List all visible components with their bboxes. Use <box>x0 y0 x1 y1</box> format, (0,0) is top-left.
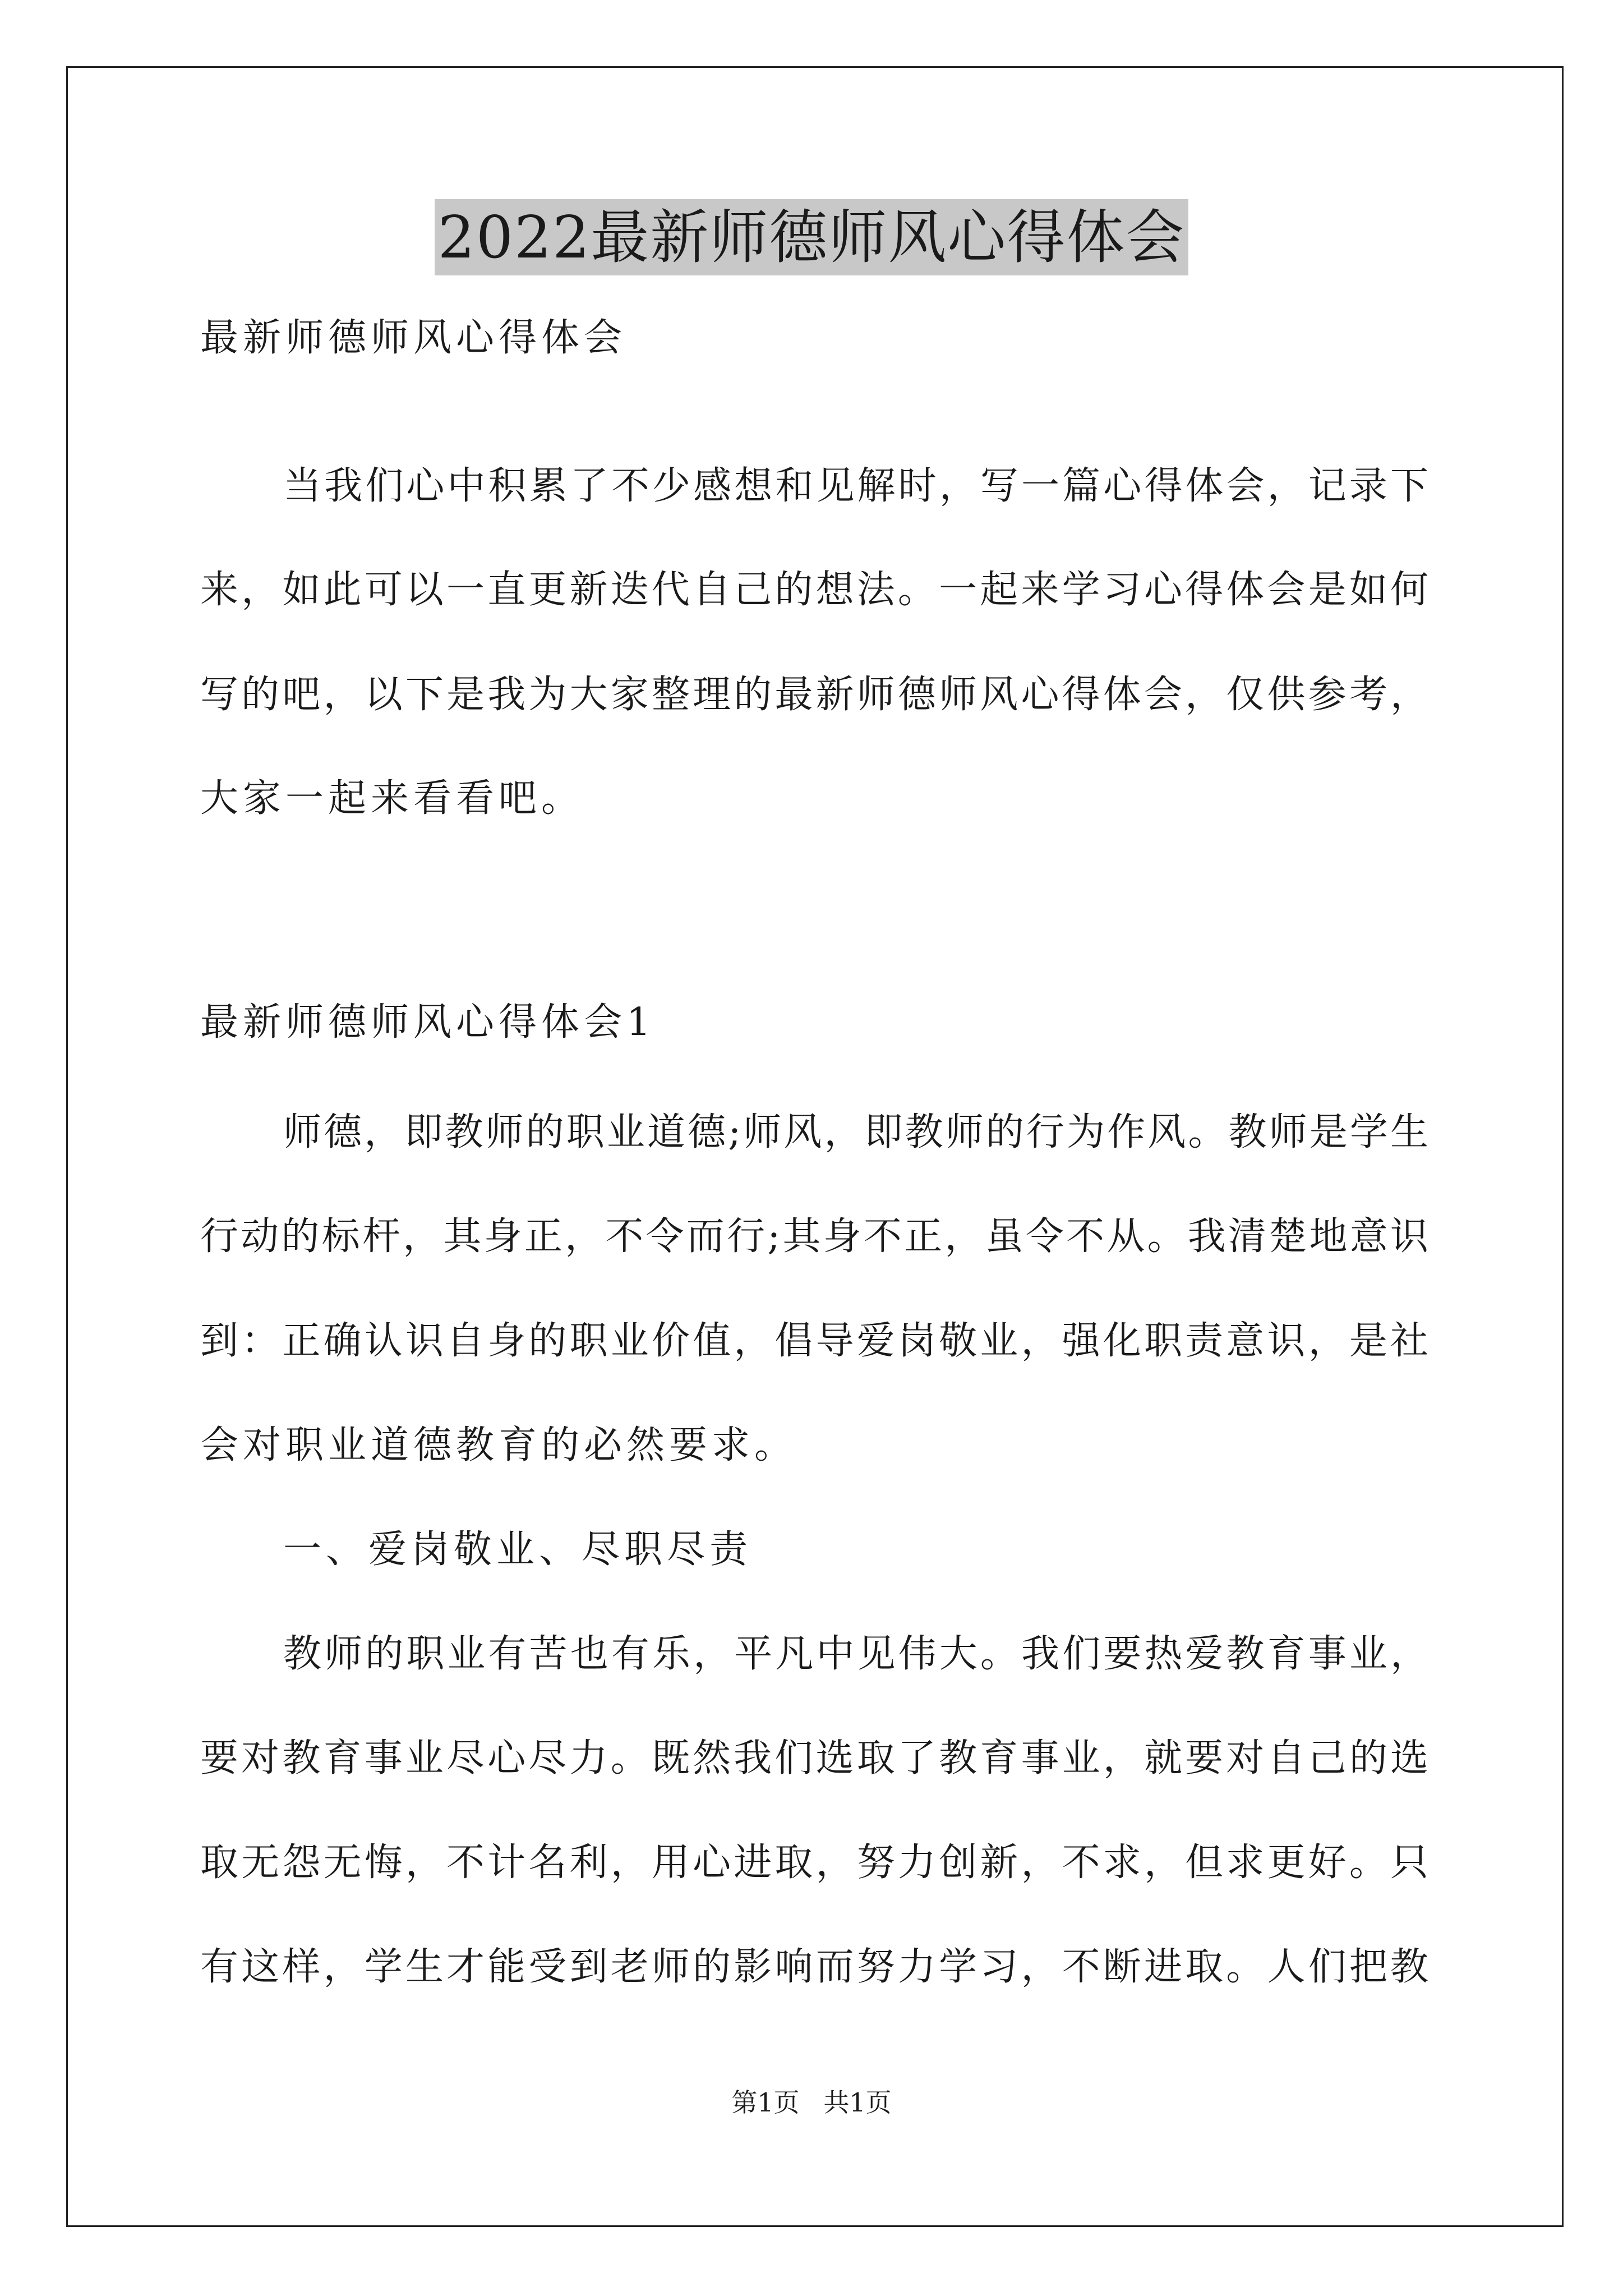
document-title: 2022最新师德师风心得体会 <box>435 199 1189 275</box>
title-container <box>0 199 1623 275</box>
paragraph-line: 到：正确认识自身的职业价值，倡导爱岗敬业，强化职责意识，是社 <box>200 1319 1428 1363</box>
subtitle-line: 最新师德师风心得体会 <box>200 316 627 360</box>
paragraph-line: 大家一起来看看吧。 <box>200 776 584 821</box>
paragraph-line: 师德，即教师的职业道德;师风，即教师的行为作风。教师是学生 <box>283 1110 1428 1154</box>
paragraph-line: 写的吧，以下是我为大家整理的最新师德师风心得体会，仅供参考， <box>200 673 1428 717</box>
paragraph-line: 当我们心中积累了不少感想和见解时，写一篇心得体会，记录下 <box>283 464 1428 508</box>
section-heading: 最新师德师风心得体会1 <box>200 1000 656 1045</box>
paragraph-line: 会对职业道德教育的必然要求。 <box>200 1423 797 1467</box>
page-footer <box>0 2087 1623 2118</box>
paragraph-line: 教师的职业有苦也有乐，平凡中见伟大。我们要热爱教育事业， <box>283 1632 1428 1676</box>
paragraph-line: 来，如此可以一直更新迭代自己的想法。一起来学习心得体会是如何 <box>200 568 1428 612</box>
paragraph-line: 有这样，学生才能受到老师的影响而努力学习，不断进取。人们把教 <box>200 1945 1428 1989</box>
paragraph-line: 要对教育事业尽心尽力。既然我们选取了教育事业，就要对自己的选 <box>200 1736 1428 1780</box>
paragraph-line: 取无怨无悔，不计名利，用心进取，努力创新，不求，但求更好。只 <box>200 1841 1428 1885</box>
paragraph-line: 行动的标杆，其身正，不令而行;其身不正，虽令不从。我清楚地意识 <box>200 1214 1428 1259</box>
page-number-current: 第1页 <box>731 2087 800 2118</box>
subsection-heading: 一、爱岗敬业、尽职尽责 <box>283 1527 753 1572</box>
page-number-total: 共1页 <box>823 2087 892 2118</box>
